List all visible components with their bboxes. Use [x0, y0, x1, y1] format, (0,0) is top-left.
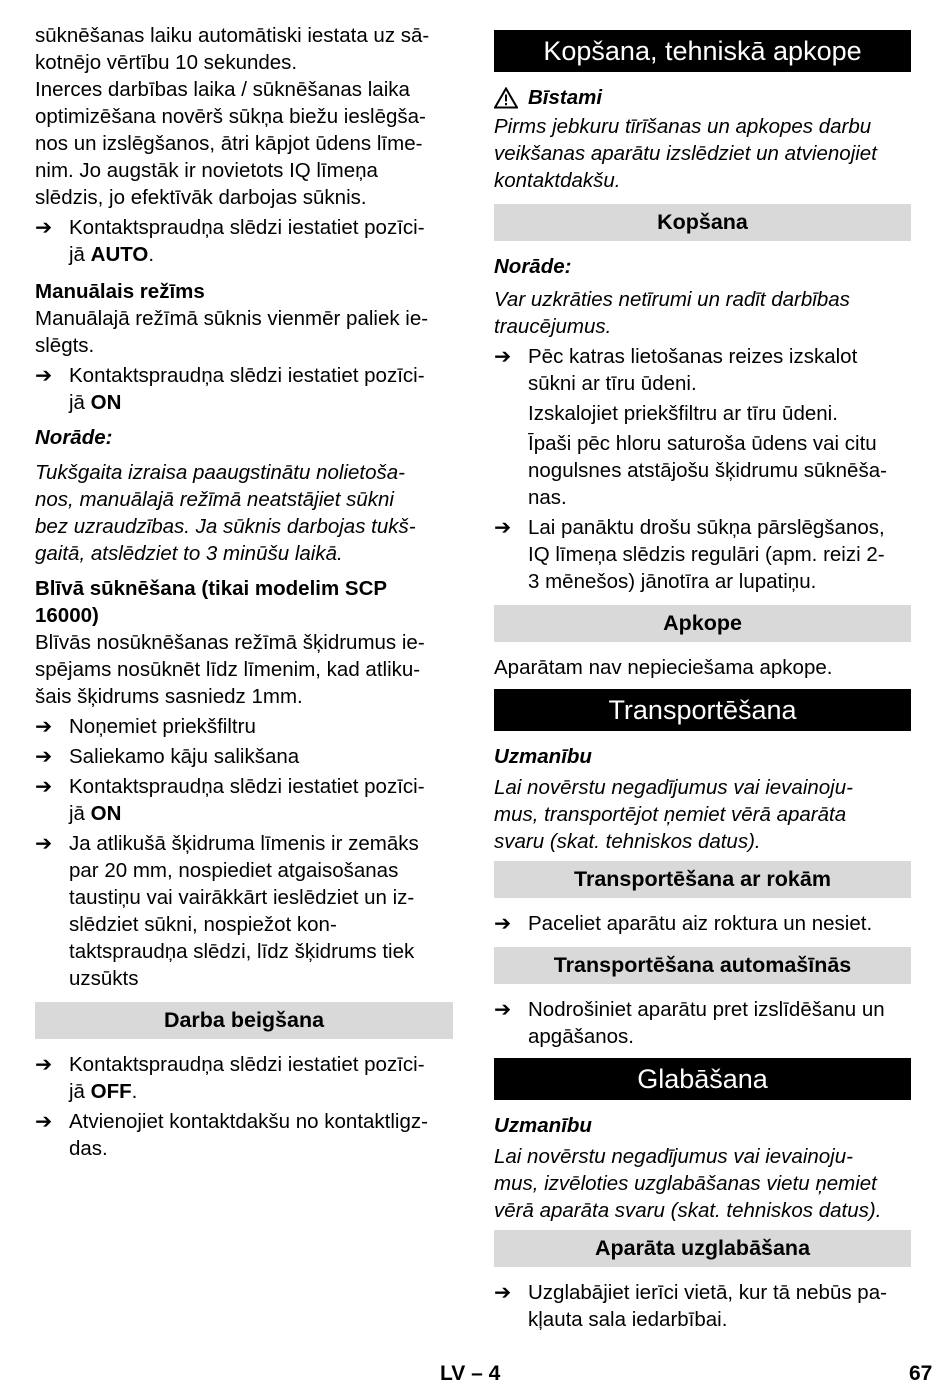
arrow-right-icon: ➔ [35, 745, 53, 768]
left-column [35, 22, 453, 1162]
mode-label: ON [90, 391, 122, 414]
text-line: Blīvās nosūknēšanas režīmā šķidrumus ie- [35, 631, 425, 654]
danger-heading [494, 84, 911, 111]
step-lift-device [494, 910, 911, 937]
text-line: sūknēšanas laiku automātiski iestata uz sā- [35, 24, 430, 47]
section-heading-manual-transport: Transportēšana ar rokām [494, 861, 911, 898]
danger-paragraph [494, 113, 911, 194]
rinse-note [528, 430, 911, 511]
mode-label: OFF [90, 1080, 132, 1103]
warning-triangle-icon [494, 87, 518, 109]
section-title-care-maintenance: Kopšana, tehniskā apkope [494, 30, 911, 72]
section-heading-device-storage: Aparāta uzglabāšana [494, 1230, 911, 1267]
note-heading: Norāde: [494, 255, 572, 278]
text-line: 3 mēnešos) jānotīra ar lupatiņu. [528, 570, 817, 593]
text-line: sūkni ar tīru ūdeni. [528, 372, 697, 395]
text-line: Lai novērstu negadījumus vai ievainoju- [494, 1145, 853, 1168]
text-fragment: jā [69, 802, 91, 825]
danger-label: Bīstami [528, 86, 603, 109]
text-line: Kontaktspraudņa slēdzi iestatiet pozīci- [69, 364, 425, 387]
text-line: Manuālajā režīmā sūknis vienmēr paliek ie- [35, 307, 429, 330]
text-line: Inerces darbības laika / sūknēšanas laika [35, 78, 410, 101]
text-fragment: jā [69, 243, 91, 266]
text-line: nos, manuālajā režīmā neatstājiet sūkni [35, 488, 394, 511]
text-line: Kontaktspraudņa slēdzi iestatiet pozīci- [69, 775, 425, 798]
text-fragment: . [131, 1080, 138, 1103]
text-line: Noņemiet priekšfiltru [69, 715, 256, 738]
text-line: kotnējo vērtību 10 sekundes. [35, 51, 298, 74]
text-line: nos un izslēgšanos, ātri kāpjot ūdens līme- [35, 132, 423, 155]
caution-heading: Uzmanību [494, 1114, 592, 1137]
footer-page-number: 67 [909, 1362, 933, 1385]
arrow-right-icon: ➔ [494, 345, 512, 368]
note-paragraph [35, 459, 453, 567]
arrow-right-icon: ➔ [35, 1053, 53, 1076]
section-heading-maintenance: Apkope [494, 605, 911, 642]
arrow-right-icon: ➔ [494, 998, 512, 1021]
text-line: mus, izvēloties uzglabāšanas vietu ņemiet [494, 1172, 877, 1195]
note-heading: Norāde: [35, 426, 113, 449]
arrow-right-icon: ➔ [35, 364, 53, 387]
text-line: Pirms jebkuru tīrīšanas un apkopes darbu [494, 115, 872, 138]
manual-mode-paragraph [35, 305, 453, 359]
arrow-right-icon: ➔ [494, 912, 512, 935]
arrow-right-icon: ➔ [35, 832, 53, 855]
text-line: optimizēšana novērš sūkņa biežu ieslēgša- [35, 105, 426, 128]
text-line [69, 1078, 453, 1105]
caution-heading: Uzmanību [494, 745, 592, 768]
step-set-on-2 [35, 773, 453, 827]
right-column [494, 30, 911, 1333]
caution-paragraph [494, 774, 911, 855]
section-heading-vehicle-transport: Transportēšana automašīnās [494, 947, 911, 984]
step-remove-prefilter [35, 713, 453, 740]
step-fold-legs [35, 743, 453, 770]
flat-suction-heading [35, 575, 453, 629]
text-line: traucējumus. [494, 315, 612, 338]
text-line: slēdzis, jo efektīvāk darbojas sūknis. [35, 186, 367, 209]
text-line: das. [69, 1137, 108, 1160]
text-line: Izskalojiet priekšfiltru ar tīru ūdeni. [528, 402, 838, 425]
arrow-right-icon: ➔ [35, 216, 53, 239]
step-unplug [35, 1108, 453, 1162]
step-secure-device [494, 996, 911, 1050]
text-line: 16000) [35, 604, 99, 627]
flat-suction-paragraph [35, 629, 453, 710]
text-line: Kontaktspraudņa slēdzi iestatiet pozīci- [69, 1053, 425, 1076]
text-line: kļauta sala iedarbībai. [528, 1308, 728, 1331]
text-line: Lai novērstu negadījumus vai ievainoju- [494, 776, 853, 799]
text-line: vērā aparāta svaru (skat. tehniskos datus). [494, 1199, 882, 1222]
text-line: nogulsnes atstājošu šķidrumu sūknēša- [528, 459, 887, 482]
section-title-storage: Glabāšana [494, 1058, 911, 1100]
manual-mode-heading: Manuālais režīms [35, 280, 205, 303]
text-line: IQ līmeņa slēdzis regulāri (apm. reizi 2- [528, 543, 885, 566]
text-line: Saliekamo kāju salikšana [69, 745, 300, 768]
footer-language-page: LV – 4 [440, 1362, 501, 1385]
section-heading-care: Kopšana [494, 204, 911, 241]
arrow-right-icon: ➔ [35, 715, 53, 738]
text-line: Var uzkrāties netīrumi un radīt darbības [494, 288, 850, 311]
step-rinse-pump [494, 343, 911, 511]
text-line: Lai panāktu drošu sūkņa pārslēgšanos, [528, 516, 885, 539]
text-line: Nodrošiniet aparātu pret izslīdēšanu un [528, 998, 885, 1021]
text-line: šais šķidrums sasniedz 1mm. [35, 685, 303, 708]
text-line: Uzglabājiet ierīci vietā, kur tā nebūs pa- [528, 1281, 887, 1304]
text-line: nim. Jo augstāk ir novietots IQ līmeņa [35, 159, 378, 182]
arrow-right-icon: ➔ [35, 775, 53, 798]
text-line: bez uzraudzības. Ja sūknis darbojas tukš- [35, 515, 416, 538]
text-line: slēgts. [35, 334, 95, 357]
text-line: nas. [528, 486, 567, 509]
text-line: Atvienojiet kontaktdakšu no kontaktligz- [69, 1110, 428, 1133]
text-line [69, 800, 453, 827]
maintenance-text: Aparātam nav nepieciešama apkope. [494, 656, 833, 679]
text-line: veikšanas aparātu izslēdziet un atvienojiet [494, 142, 877, 165]
text-line: Blīvā sūknēšana (tikai modelim SCP [35, 577, 388, 600]
text-line: kontaktdakšu. [494, 169, 621, 192]
step-set-on [35, 362, 453, 416]
mode-label: AUTO [90, 243, 149, 266]
text-line [69, 389, 453, 416]
text-line: taktspraudņa slēdzi, līdz šķidrums tiek [69, 940, 415, 963]
text-line: Īpaši pēc hloru saturoša ūdens vai citu [528, 432, 877, 455]
text-line: par 20 mm, nospiediet atgaisošanas [69, 859, 399, 882]
arrow-right-icon: ➔ [494, 516, 512, 539]
step-set-auto [35, 214, 453, 268]
step-set-off [35, 1051, 453, 1105]
text-line: Ja atlikušā šķidruma līmenis ir zemāks [69, 832, 419, 855]
text-line: Kontaktspraudņa slēdzi iestatiet pozīci- [69, 216, 425, 239]
text-line: apgāšanos. [528, 1025, 635, 1048]
text-line: uzsūkts [69, 967, 139, 990]
text-fragment: jā [69, 391, 91, 414]
step-residual-liquid [35, 830, 453, 992]
text-line [69, 241, 453, 268]
section-title-transport: Transportēšana [494, 689, 911, 731]
mode-label: ON [90, 802, 122, 825]
intro-paragraph [35, 22, 453, 211]
step-clean-switch [494, 514, 911, 595]
text-line: Tukšgaita izraisa paaugstinātu nolietoša- [35, 461, 405, 484]
text-fragment: . [148, 243, 155, 266]
section-heading-end-of-work: Darba beigšana [35, 1002, 453, 1039]
text-line: spējams nosūknēt līdz līmenim, kad atliku- [35, 658, 421, 681]
text-line: Paceliet aparātu aiz roktura un nesiet. [528, 912, 873, 935]
caution-paragraph [494, 1143, 911, 1224]
arrow-right-icon: ➔ [35, 1110, 53, 1133]
note-paragraph [494, 286, 911, 340]
text-fragment: jā [69, 1080, 91, 1103]
text-line: taustiņu vai vairākkārt ieslēdziet un iz- [69, 886, 415, 909]
text-line: mus, transportējot ņemiet vērā aparāta [494, 803, 847, 826]
text-line: Pēc katras lietošanas reizes izskalot [528, 345, 858, 368]
step-store-device [494, 1279, 911, 1333]
text-line: svaru (skat. tehniskos datus). [494, 830, 761, 853]
arrow-right-icon: ➔ [494, 1281, 512, 1304]
text-line: slēdziet sūkni, nospiežot kon- [69, 913, 337, 936]
text-line: gaitā, atslēdziet to 3 minūšu laikā. [35, 542, 343, 565]
